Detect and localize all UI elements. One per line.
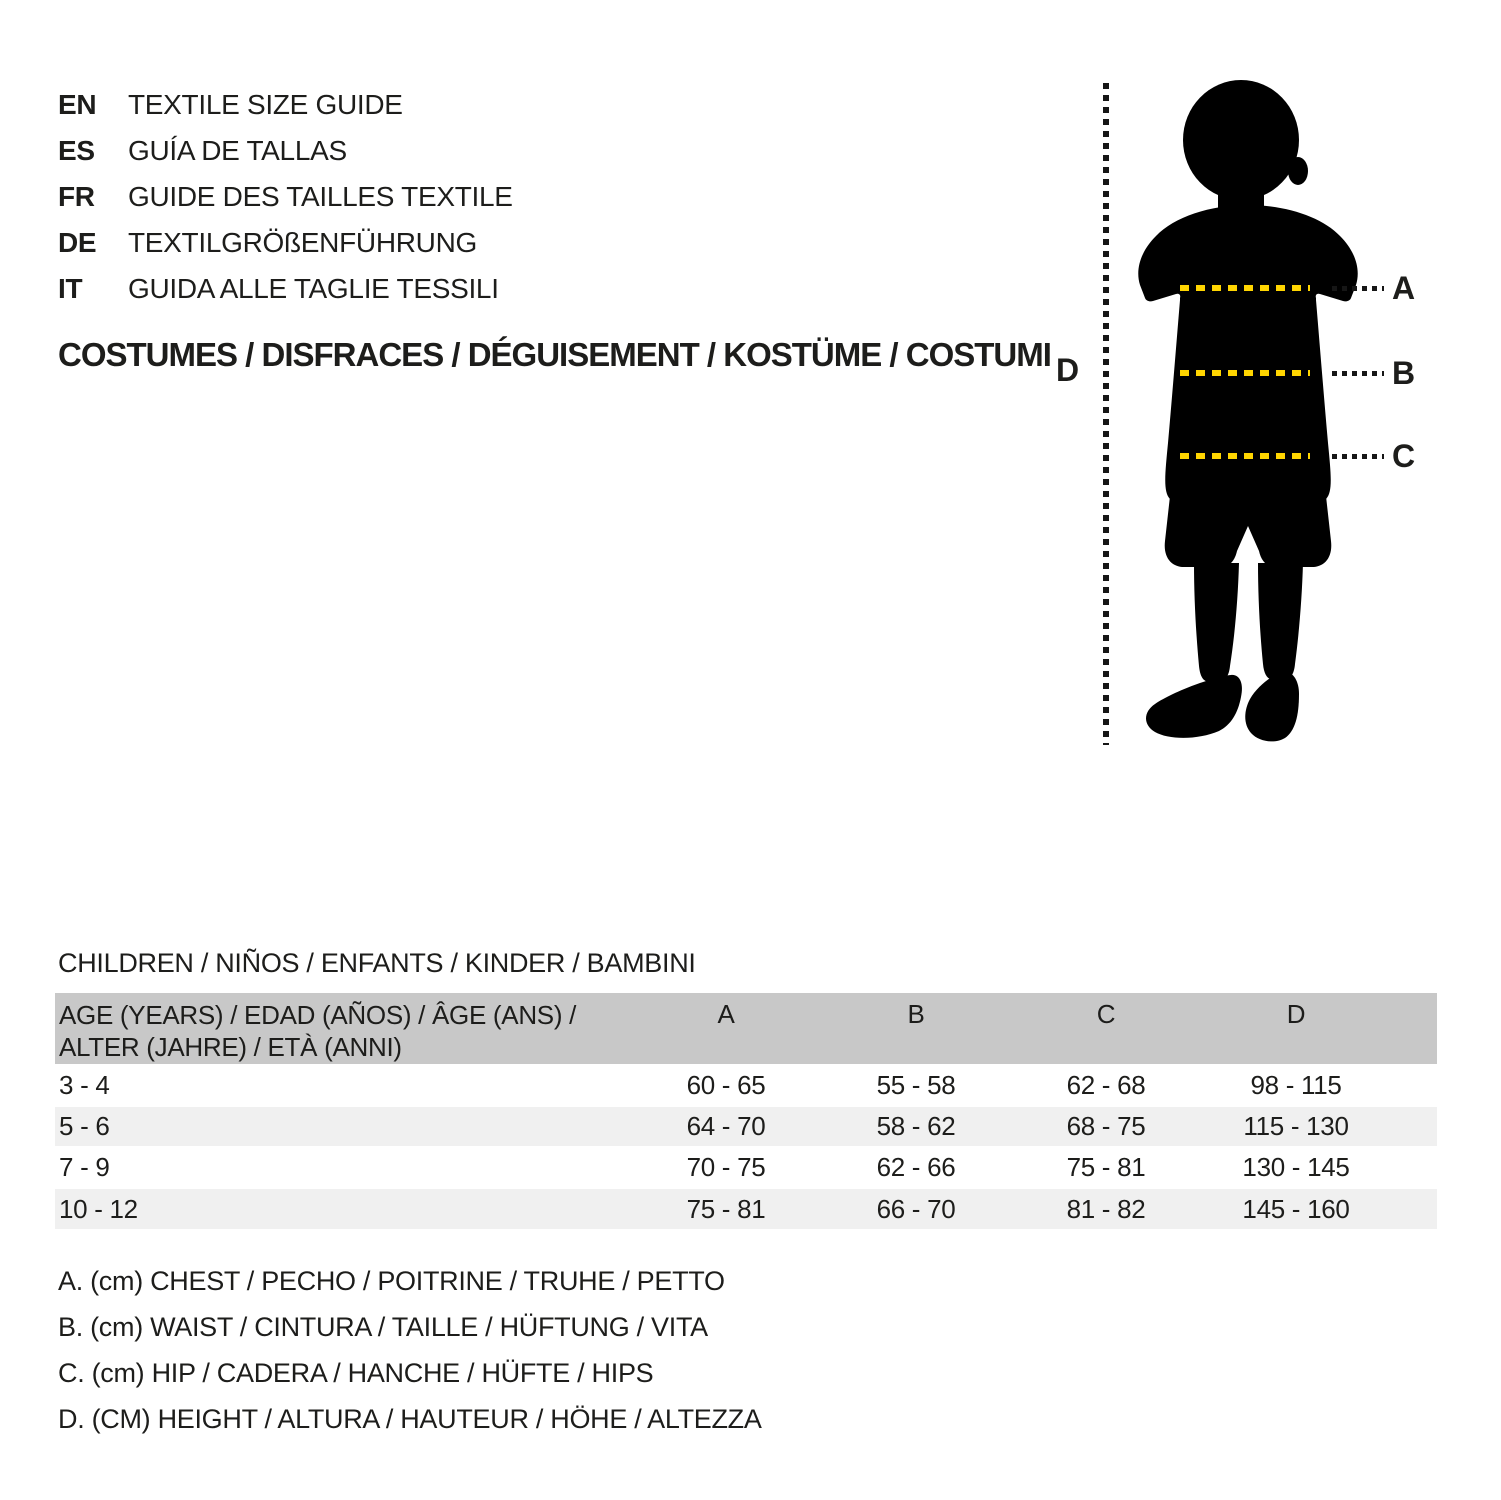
language-label: GUIDA ALLE TAGLIE TESSILI [128, 273, 499, 304]
legend-item-height: D. (CM) HEIGHT / ALTURA / HAUTEUR / HÖHE / ALTEZZA [58, 1404, 762, 1434]
height-dotted-line [1103, 83, 1109, 745]
age-cell: 3 - 4 [59, 1070, 110, 1100]
hip-connector-line [1332, 454, 1384, 459]
column-header-d: D [1201, 993, 1391, 1065]
waist-cell: 66 - 70 [876, 1193, 956, 1224]
age-header-line1: AGE (YEARS) / EDAD (AÑOS) / ÂGE (ANS) / [59, 1000, 577, 1030]
language-row [58, 174, 513, 220]
table-row [55, 1106, 1437, 1147]
language-label: TEXTILGRÖßENFÜHRUNG [128, 227, 477, 258]
language-list [58, 82, 513, 312]
legend-item-hip: C. (cm) HIP / CADERA / HANCHE / HÜFTE / HIPS [58, 1358, 654, 1388]
column-header-b: B [821, 993, 1011, 1065]
language-code: DE [58, 227, 97, 258]
size-table [55, 993, 1437, 1229]
waist-cell: 55 - 58 [876, 1070, 956, 1100]
marker-label-b: B [1392, 355, 1416, 391]
age-header-line2: ALTER (JAHRE) / ETÀ (ANNI) [59, 1032, 402, 1062]
chest-cell: 70 - 75 [686, 1152, 766, 1182]
hip-cell: 81 - 82 [1066, 1193, 1146, 1224]
language-code: FR [58, 181, 95, 212]
column-header-c: C [1011, 993, 1201, 1065]
age-cell: 5 - 6 [59, 1111, 110, 1141]
spacer-cell [1391, 1065, 1437, 1106]
language-row [58, 82, 513, 128]
language-label: TEXTILE SIZE GUIDE [128, 89, 403, 120]
age-column-header [55, 993, 631, 1065]
language-label: GUÍA DE TALLAS [128, 135, 347, 166]
spacer-cell [1391, 1188, 1437, 1229]
hip-cell: 68 - 75 [1066, 1111, 1146, 1141]
language-code: EN [58, 89, 97, 120]
spacer-cell [1391, 1147, 1437, 1188]
waist-connector-line [1332, 371, 1384, 376]
hip-cell: 75 - 81 [1066, 1152, 1146, 1182]
chest-cell: 60 - 65 [686, 1070, 766, 1100]
marker-label-a: A [1392, 270, 1416, 306]
age-cell: 7 - 9 [59, 1152, 110, 1182]
waist-cell: 62 - 66 [876, 1152, 956, 1182]
marker-label-d: D [1056, 352, 1080, 388]
child-silhouette [1128, 78, 1368, 748]
language-row [58, 128, 513, 174]
chest-connector-line [1332, 286, 1384, 291]
column-header-a: A [631, 993, 821, 1065]
language-code: ES [58, 135, 95, 166]
language-row [58, 266, 513, 312]
age-cell: 10 - 12 [59, 1193, 138, 1224]
chest-cell: 75 - 81 [686, 1193, 766, 1224]
legend-item-waist: B. (cm) WAIST / CINTURA / TAILLE / HÜFTUNG / VITA [58, 1312, 708, 1342]
table-row [55, 1065, 1437, 1106]
spacer-cell [1391, 1106, 1437, 1147]
children-section-title: CHILDREN / NIÑOS / ENFANTS / KINDER / BAMBINI [58, 948, 696, 978]
height-cell: 130 - 145 [1242, 1152, 1350, 1182]
hip-cell: 62 - 68 [1066, 1070, 1146, 1100]
height-cell: 98 - 115 [1250, 1070, 1342, 1100]
category-title: COSTUMES / DISFRACES / DÉGUISEMENT / KOSTÜME / COSTUMI [58, 336, 1051, 373]
table-header-row [55, 993, 1437, 1065]
hip-measure-line [1180, 453, 1310, 459]
waist-cell: 58 - 62 [876, 1111, 956, 1141]
measurement-figure [1040, 60, 1500, 760]
table-row [55, 1188, 1437, 1229]
language-code: IT [58, 273, 83, 304]
marker-label-c: C [1392, 438, 1416, 474]
height-cell: 145 - 160 [1242, 1193, 1350, 1224]
height-cell: 115 - 130 [1243, 1111, 1349, 1141]
legend-item-chest: A. (cm) CHEST / PECHO / POITRINE / TRUHE / PETTO [58, 1266, 725, 1296]
table-row [55, 1147, 1437, 1188]
language-label: GUIDE DES TAILLES TEXTILE [128, 181, 513, 212]
chest-cell: 64 - 70 [686, 1111, 766, 1141]
chest-measure-line [1180, 285, 1310, 291]
language-row [58, 220, 513, 266]
column-header-spacer [1391, 993, 1437, 1065]
measurement-legend [58, 1258, 762, 1442]
waist-measure-line [1180, 370, 1310, 376]
